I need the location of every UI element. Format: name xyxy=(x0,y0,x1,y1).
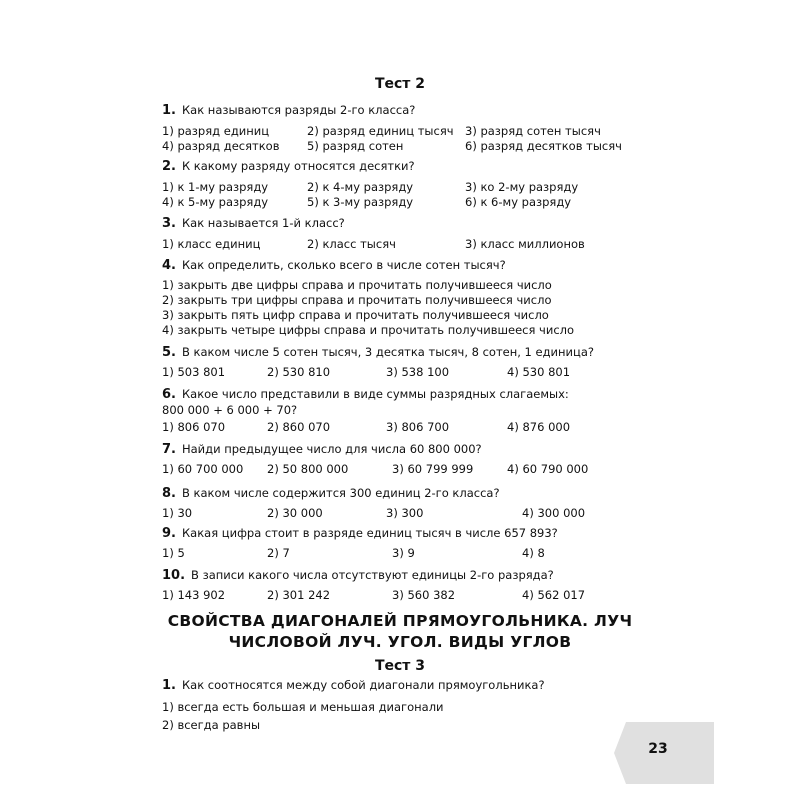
answer-option: 2) 301 242 xyxy=(267,587,331,602)
answer-option: 1) разряд единиц xyxy=(162,123,270,138)
question-text: В каком числе содержится 300 единиц 2-го класса? xyxy=(181,486,500,500)
question-9 xyxy=(162,526,632,561)
question-number: 2. xyxy=(162,159,176,174)
answer-option: 4) 562 017 xyxy=(522,587,586,602)
answer-option: 2) разряд единиц тысяч xyxy=(307,123,454,138)
answer-option: 2) 7 xyxy=(267,545,290,560)
answer-option: 1) закрыть две цифры справа и прочитать получившееся число xyxy=(162,277,552,292)
section-heading xyxy=(0,611,800,653)
question-text: В записи какого числа отсутствуют единицы 2-го разряда? xyxy=(191,568,554,582)
question-number: 9. xyxy=(162,526,176,541)
answer-option: 3) ко 2-му разряду xyxy=(465,179,579,194)
answer-option: 4) 60 790 000 xyxy=(507,461,589,476)
question-text: Какое число представили в виде суммы разрядных слагаемых: xyxy=(181,387,569,401)
section-heading-line-2: ЧИСЛОВОЙ ЛУЧ. УГОЛ. ВИДЫ УГЛОВ xyxy=(228,633,572,651)
answer-option: 2) 860 070 xyxy=(267,420,331,434)
question-text: Как определить, сколько всего в числе сотен тысяч? xyxy=(181,258,506,272)
answer-option: 4) 876 000 xyxy=(507,420,571,434)
section-heading-line-1: СВОЙСТВА ДИАГОНАЛЕЙ ПРЯМОУГОЛЬНИКА. ЛУЧ xyxy=(167,612,633,630)
question-text: Как называется 1-й класс? xyxy=(181,216,345,230)
answer-option: 1) 143 902 xyxy=(162,587,226,602)
question-number: 5. xyxy=(162,345,176,360)
question-4 xyxy=(162,258,632,338)
answer-option: 3) 560 382 xyxy=(392,587,456,602)
question-10 xyxy=(162,568,632,603)
answer-option: 2) всегда равны xyxy=(162,717,261,732)
answer-option: 5) к 3-му разряду xyxy=(307,194,414,209)
answer-option: 4) 530 801 xyxy=(507,364,571,379)
question-text: Как соотносятся между собой диагонали прямоугольника? xyxy=(181,678,545,692)
answer-option: 1) 60 700 000 xyxy=(162,461,244,476)
question-number: 3. xyxy=(162,216,176,231)
answer-option: 3) класс миллионов xyxy=(465,236,585,251)
answer-option: 3) 806 700 xyxy=(386,420,450,434)
answer-option: 3) разряд сотен тысяч xyxy=(465,123,601,138)
answer-option: 4) к 5-му разряду xyxy=(162,194,269,209)
answer-option: 1) 5 xyxy=(162,545,185,560)
answer-option: 4) 300 000 xyxy=(522,505,586,520)
question-3 xyxy=(162,216,632,252)
question-text: К какому разряду относятся десятки? xyxy=(181,159,415,173)
question-text: Как называются разряды 2-го класса? xyxy=(181,103,416,117)
question-number: 1. xyxy=(162,103,176,118)
question-1 xyxy=(162,103,632,154)
answer-option: 2) закрыть три цифры справа и прочитать получившееся число xyxy=(162,292,552,307)
question-number: 8. xyxy=(162,486,176,501)
question-number: 7. xyxy=(162,442,176,457)
question-text: В каком числе 5 сотен тысяч, 3 десятка тысяч, 8 сотен, 1 единица? xyxy=(181,345,595,359)
question-text: Какая цифра стоит в разряде единиц тысяч в числе 657 893? xyxy=(181,526,558,540)
question-5 xyxy=(162,345,632,380)
question-text-continued: 800 000 + 6 000 + 70? xyxy=(162,402,298,417)
answer-option: 1) 30 xyxy=(162,505,193,520)
answer-option: 3) 9 xyxy=(392,545,415,560)
answer-option: 6) разряд десятков тысяч xyxy=(465,138,622,153)
answer-option: 1) всегда есть большая и меньшая диагонали xyxy=(162,699,444,714)
question-6 xyxy=(162,387,632,435)
answer-option: 2) 50 800 000 xyxy=(267,461,349,476)
page-number: 23 xyxy=(648,741,668,757)
question-text: Найди предыдущее число для числа 60 800 000? xyxy=(181,442,482,456)
answer-option: 4) закрыть четыре цифры справа и прочитать получившееся число xyxy=(162,322,575,337)
answer-option: 5) разряд сотен xyxy=(307,138,404,153)
question-number: 10. xyxy=(162,568,186,583)
answer-option: 2) класс тысяч xyxy=(307,236,396,251)
answer-option: 3) 538 100 xyxy=(386,364,450,379)
answer-option: 4) разряд десятков xyxy=(162,138,280,153)
answer-option: 1) 503 801 xyxy=(162,364,226,379)
answer-option: 2) 530 810 xyxy=(267,364,331,379)
answer-option: 1) класс единиц xyxy=(162,236,261,251)
answer-option: 4) 8 xyxy=(522,545,545,560)
answer-option: 1) к 1-му разряду xyxy=(162,179,269,194)
question-8 xyxy=(162,486,632,521)
question-number: 1. xyxy=(162,678,176,693)
answer-option: 1) 806 070 xyxy=(162,420,226,434)
question-2 xyxy=(162,159,632,210)
question-number: 4. xyxy=(162,258,176,273)
answer-option: 2) к 4-му разряду xyxy=(307,179,414,194)
answer-option: 6) к 6-му разряду xyxy=(465,194,572,209)
test-3-title: Тест 3 xyxy=(374,658,426,674)
answer-option: 3) 60 799 999 xyxy=(392,461,474,476)
answer-option: 3) 300 xyxy=(386,505,424,520)
question-7 xyxy=(162,442,632,477)
answer-option: 2) 30 000 xyxy=(267,505,323,520)
test-3-question-1 xyxy=(162,678,632,733)
answer-option: 3) закрыть пять цифр справа и прочитать получившееся число xyxy=(162,307,549,322)
question-number: 6. xyxy=(162,387,176,402)
test-2-title: Тест 2 xyxy=(374,76,426,92)
